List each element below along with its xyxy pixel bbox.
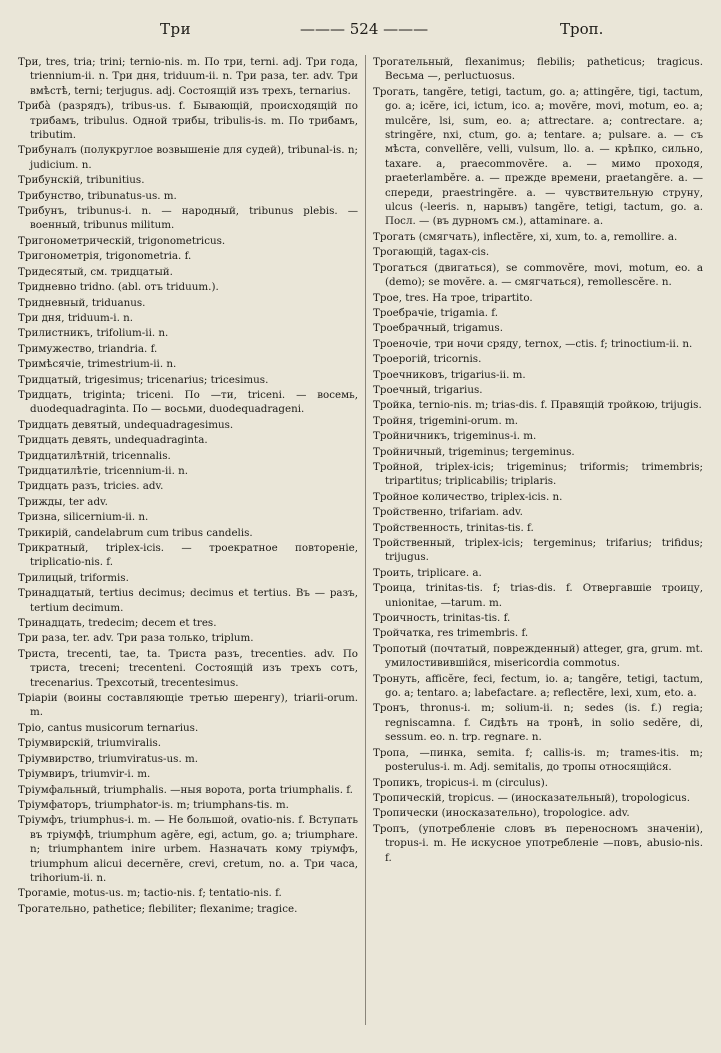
dictionary-entry: Тригонометрическій, trigonometricus. (18, 234, 226, 247)
dictionary-entry: Тридцать, triginta; triceni. По —ти, triceni. — восемь, duodequadraginta. По — восьми, duodequadrageni. (18, 388, 358, 416)
dictionary-entry: Троица, trinitas-tis. f; trias-dis. f. Отвергавшіе троицу, unionitae, —tarum. m. (373, 582, 703, 609)
dictionary-entry: Три раза, ter. adv. Три раза только, triplum. (18, 632, 254, 645)
header-left-guideword: Три (160, 20, 192, 38)
dictionary-entry: Тропотый (почтатый, поврежденный) atteger, gra, grum. mt. умилостивившійся, misericordia commotus. (373, 642, 703, 670)
dictionary-entry: Троебрачіе, trigamia. f. (373, 306, 498, 319)
dictionary-entry: Тридневно tridno. (abl. отъ triduum.). (18, 281, 219, 294)
dictionary-entry: Тридневный, triduanus. (18, 296, 146, 309)
dictionary-entry: Троечниковъ, trigarius-ii. m. (373, 368, 526, 381)
dictionary-entry: Троичность, trinitas-tis. f. (373, 612, 511, 625)
dictionary-entry: Тройчатка, res trimembris. f. (373, 627, 529, 640)
dictionary-entry: Трибà (разрядъ), tribus-us. f. Бывающій, происходящій по трибамъ, tribulus. Одной трибы, tribulis-is. m. По трибамъ, tributim. (18, 100, 358, 142)
dictionary-entry: Трибунъ, tribunus-i. n. — народный, tribunus plebis. — военный, tribunus militum. (18, 205, 358, 232)
dictionary-entry: Трогаміе, motus-us. m; tactio-nis. f; tentatio-nis. f. (18, 887, 282, 900)
dictionary-entry: Тройка, ternio-nis. m; trias-dis. f. Правящій тройкою, trijugis. (373, 399, 702, 412)
dictionary-entry: Трибунскій, tribunitius. (18, 174, 145, 187)
dictionary-entry: Тризна, silicernium-ii. n. (18, 511, 149, 524)
dictionary-entry: Тридцать девятый, undequadragesimus. (18, 418, 234, 431)
page-number: ——— 524 ——— (300, 20, 429, 38)
dictionary-entry: Тріумфъ, triumphus-i. m. — Не большой, ovatio-nis. f. Вступать въ тріумфѣ, triumphum agĕre, egi, actum, go. a; triumphare. n; triumphantem inire urbem. Назначать кому тріумфъ, triumphum alicui decernĕre, crevi, cretum, no. a. Три часа, trihorium-ii. n. (18, 814, 358, 884)
dictionary-entry: Тройной, triplex-icis; trigeminus; triformis; trimembris; tripartitus; triplicabilis; triplaris. (373, 460, 703, 488)
dictionary-entry: Тріумвирство, triumviratus-us. m. (18, 752, 199, 765)
dictionary-entry: Три дня, triduum-i. n. (18, 311, 134, 324)
dictionary-entry: Троить, triplicare. a. (373, 566, 482, 579)
dictionary-entry: Трое, tres. На трое, tripartito. (373, 291, 533, 304)
column-divider (365, 55, 366, 1025)
right-column (373, 55, 703, 1035)
dictionary-entry: Трогательно, pathetice; flebiliter; flexanime; tragice. (18, 902, 298, 915)
dictionary-entry: Тріаріи (воины составляющіе третью шеренгу), triarii-orum. m. (18, 692, 358, 719)
dictionary-entry: Тріумвирскій, triumviralis. (18, 737, 162, 750)
dictionary-entry: Трибунство, tribunatus-us. m. (18, 189, 177, 202)
dictionary-entry: Трогать, tangĕre, tetigi, tactum, go. a; attingĕre, tigi, tactum, go. a; icĕre, ici, ictum, ico. a; movĕre, movi, motum, eo. a; mulcĕre, lsi, sum, eo. a; attrectare. a; contrectare. a; stringĕre, nxi, ctum, go. a; tentare. a; pulsare. a. — съ мѣста, convellĕre, velli, vulsum, llo. a. — крѣпко, сильно, taxare. a, praecommovĕre. a. — мимо проходя, praeterlambĕre. a. — прежде времени, praetangĕre. a. — спереди, praestringĕre. a. — чувствительную струну, ulcus (-leeris. n, нарывъ) tangĕre, tetigi, tactum, go. a. Посл. — (въ дурномъ см.), attaminare. a. (373, 85, 703, 228)
dictionary-entry: Трикратный, triplex-icis. — троекратное повтореніе, triplicatio-nis. f. (18, 542, 358, 569)
dictionary-entry: Трибуналъ (полукруглое возвышеніе для судей), tribunal-is. n; judicium. n. (18, 144, 358, 171)
dictionary-entry: Тригонометрія, trigonometria. f. (18, 250, 192, 263)
dictionary-entry: Тридцатилѣтній, tricennalis. (18, 449, 171, 462)
dictionary-entry: Тріо, cantus musicorum ternarius. (18, 721, 199, 734)
dictionary-entry: Тронуть, afficĕre, feci, fectum, io. a; tangĕre, tetigi, tactum, go. a; tentaro. a; labefactare. a; reflectĕre, lexi, xum, eto. a. (373, 672, 703, 700)
header-right-guideword: Троп. (560, 20, 604, 38)
dictionary-entry: Тринадцатый, tertius decimus; decimus et tertius. Въ — разъ, tertium decimum. (18, 587, 358, 614)
dictionary-entry: Тройничный, trigeminus; tergeminus. (373, 445, 575, 458)
dictionary-entry: Тридцать девять, undequadraginta. (18, 434, 208, 447)
dictionary-entry: Тройничникъ, trigeminus-i. m. (373, 430, 537, 443)
dictionary-entry: Тропа, —пинка, semita. f; callis-is. m; trames-itis. m; posterulus-i. m. Adj. semitalis, до тропы относящійся. (373, 746, 703, 774)
dictionary-entry: Тридесятый, см. тридцатый. (18, 265, 173, 278)
dictionary-entry: Тройное количество, triplex-icis. n. (373, 490, 563, 503)
dictionary-entry: Тріумфальный, triumphalis. —ныя ворота, porta triumphalis. f. (18, 783, 353, 796)
dictionary-entry: Трогать (смягчать), inflectĕre, xi, xum, to. a, remollire. a. (373, 230, 678, 243)
dictionary-entry: Тропъ, (употребленіе словъ въ переносномъ значеніи), tropus-i. m. Не искусное употребленіе —повъ, abusio-nis. f. (373, 822, 703, 864)
dictionary-entry: Трикирій, candelabrum cum tribus candelis. (18, 526, 253, 539)
dictionary-entry: Тридцать разъ, tricies. adv. (18, 480, 164, 493)
dictionary-entry: Троечный, trigarius. (373, 383, 483, 396)
dictionary-entry: Тридцатый, trigesimus; tricenarius; tricesimus. (18, 373, 269, 386)
dictionary-entry: Тримѣсячіе, trimestrium-ii. n. (18, 358, 177, 371)
dictionary-entry: Тройственность, trinitas-tis. f. (373, 521, 534, 534)
dictionary-entry: Трогаться (двигаться), se commovĕre, movi, motum, eo. a (demo); se movĕre. a. — смягчаться), remollescĕre. n. (373, 261, 703, 289)
dictionary-entry: Триста, trecenti, tae, ta. Триста разъ, trecenties. adv. По триста, treceni; trecenteni. Состоящій изъ трехъ сотъ, trecenarius. Трехсотый, trecentesimus. (18, 647, 358, 689)
dictionary-entry: Трилистникъ, trifolium-ii. n. (18, 327, 169, 340)
dictionary-entry: Тринадцать, tredecim; decem et tres. (18, 617, 217, 630)
dictionary-entry: Трогательный, flexanimus; flebilis; patheticus; tragicus. Весьма —, perluctuosus. (373, 56, 703, 83)
dictionary-entry: Тропикъ, tropicus-i. m (circulus). (373, 776, 548, 789)
dictionary-entry: Три, tres, tria; trini; ternio-nis. m. По три, terni. adj. Три года, triennium-ii. n. Три дня, triduum-ii. n. Три раза, ter. adv. Три вмѣстѣ, terni; terjugus. adj. Состоящій изъ трехъ, ternarius. (18, 56, 358, 97)
dictionary-entry: Тропически (иносказательно), tropologice. adv. (373, 807, 630, 820)
dictionary-entry: Тріумфаторъ, triumphator-is. m; triumphans-tis. m. (18, 798, 289, 811)
dictionary-entry: Тримужество, triandria. f. (18, 342, 158, 355)
dictionary-entry: Троерогій, tricornis. (373, 353, 482, 366)
dictionary-entry: Тронъ, thronus-i. m; solium-ii. n; sedes (is. f.) regia; regniscamna. f. Сидѣть на тронѣ, in solio sedĕre, di, sessum. eo. n. trp. regnare. n. (373, 702, 703, 744)
dictionary-entry: Трогающій, tagax-cis. (373, 246, 490, 259)
left-column (18, 55, 358, 1035)
dictionary-entry: Тройственный, triplex-icis; tergeminus; trifarius; trifidus; trijugus. (373, 537, 703, 564)
page-header (0, 14, 721, 44)
dictionary-entry: Трижды, ter adv. (18, 495, 108, 508)
dictionary-entry: Троеночіе, три ночи сряду, ternox, —ctis. f; trinoctium-ii. n. (373, 337, 693, 350)
dictionary-entry: Троебрачный, trigamus. (373, 322, 503, 335)
dictionary-entry: Тройня, trigemini-orum. m. (373, 414, 519, 427)
dictionary-entry: Тропическій, tropicus. — (иносказательный), tropologicus. (373, 791, 690, 804)
dictionary-entry: Тройственно, trifariam. adv. (373, 506, 523, 519)
dictionary-entry: Тріумвиръ, triumvir-i. m. (18, 768, 151, 781)
dictionary-entry: Тридцатилѣтіе, tricennium-ii. n. (18, 464, 189, 477)
dictionary-entry: Трилицый, triformis. (18, 571, 129, 584)
